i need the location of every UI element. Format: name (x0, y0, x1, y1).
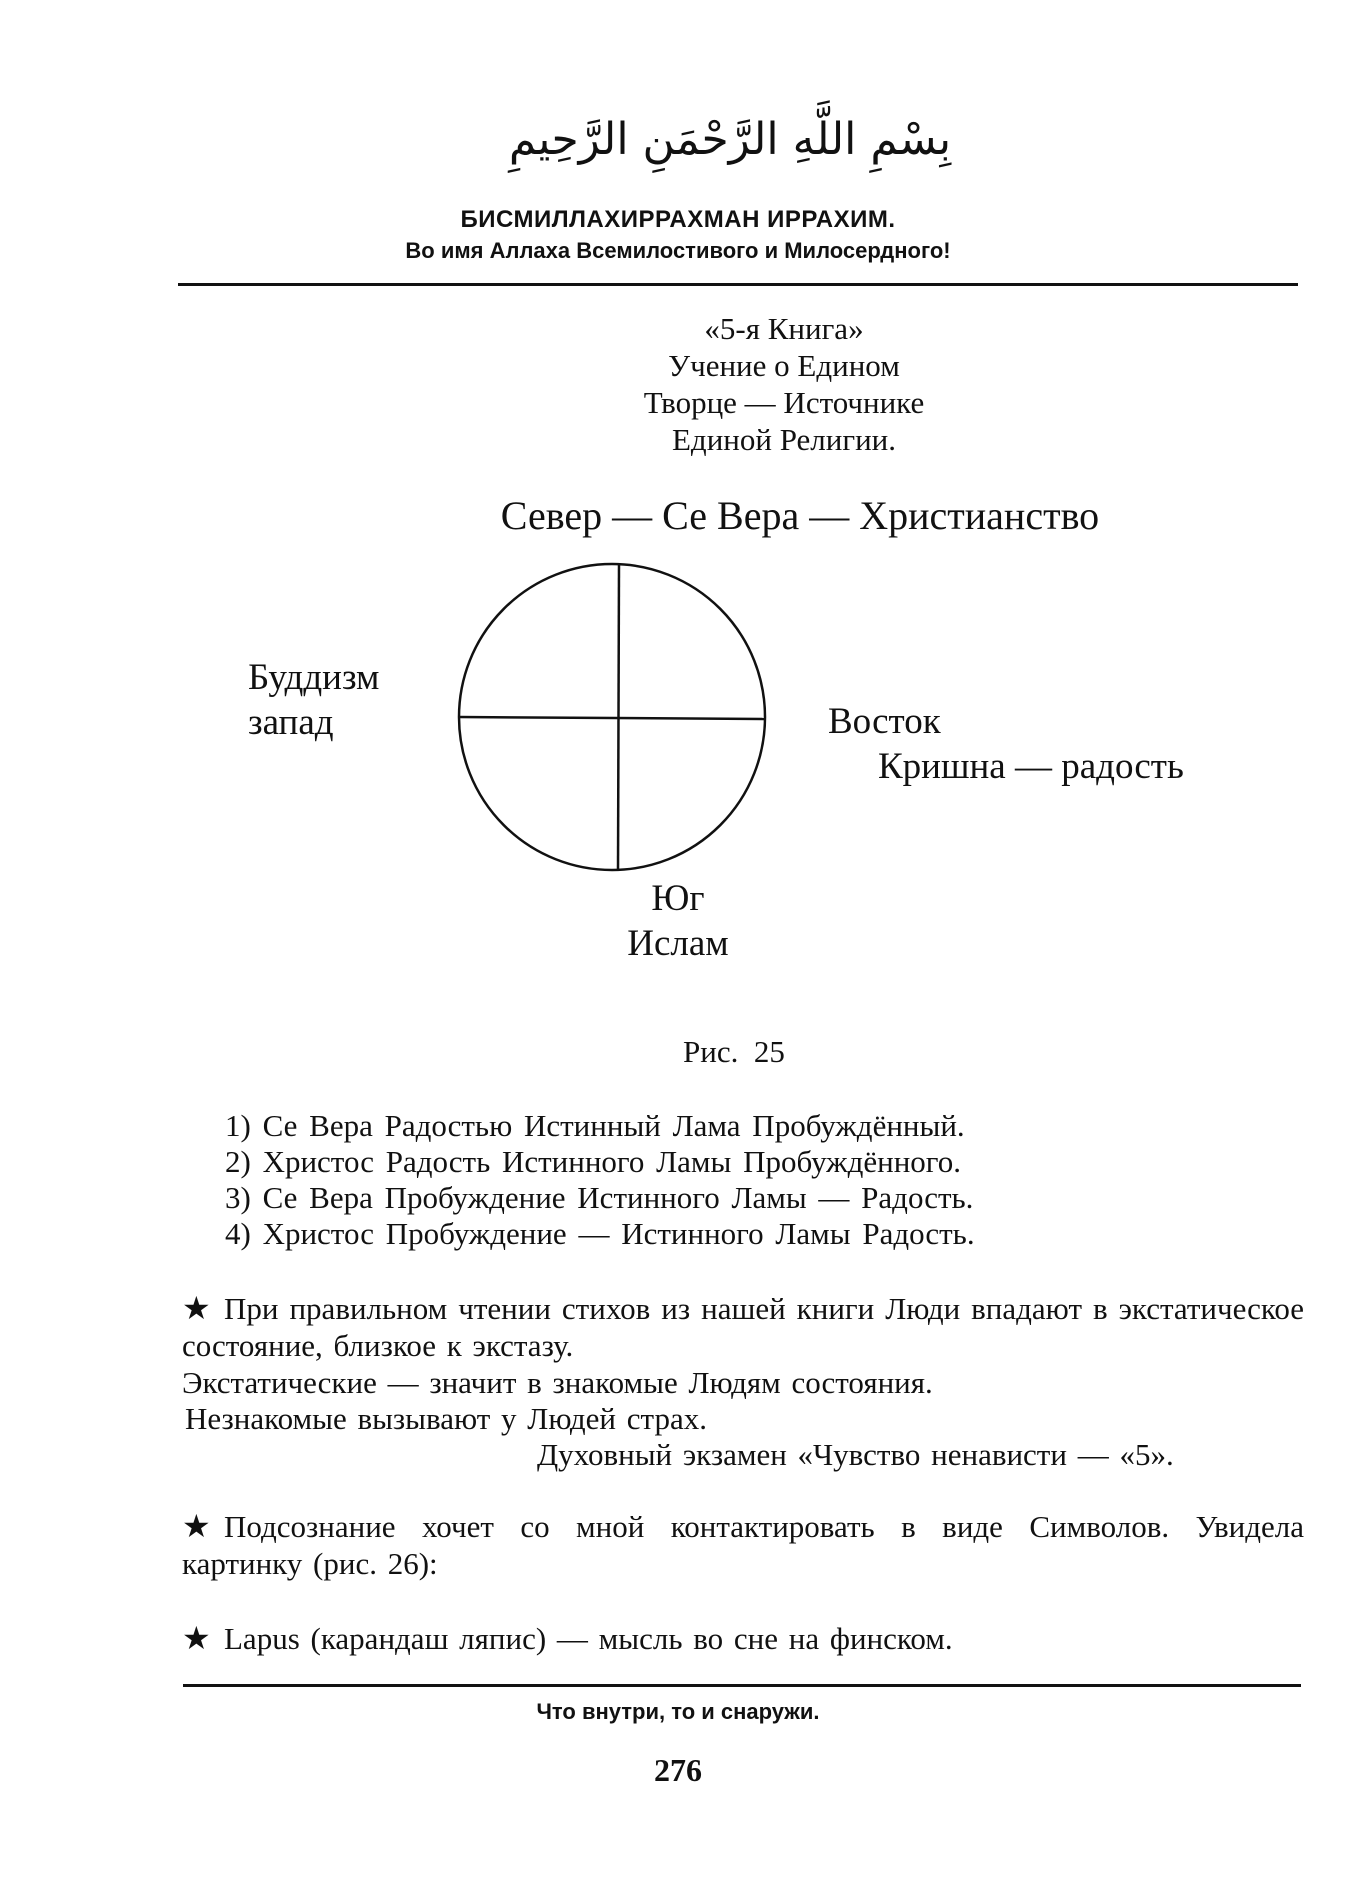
footer-motto: Что внутри, то и снаружи. (536, 1699, 820, 1724)
paragraph-ecstatic (182, 1290, 1304, 1364)
header-divider (178, 283, 1298, 286)
list-item: 1) Се Вера Радостью Истинный Лама Пробуждённый. (225, 1108, 965, 1143)
diagram-east-label: Восток (828, 701, 941, 742)
paragraph-lapus (182, 1620, 953, 1657)
list-item: 4) Христос Пробуждение — Истинного Ламы Радость. (225, 1216, 975, 1251)
numbered-list (225, 1108, 975, 1252)
paragraph-signature: Духовный экзамен «Чувство ненависти — «5». (537, 1437, 1174, 1472)
list-item: 2) Христос Радость Истинного Ламы Пробуждённого. (225, 1144, 961, 1179)
paragraph-line: Незнакомые вызывают у Людей страх. (185, 1401, 707, 1436)
footer-divider (183, 1684, 1301, 1687)
book-title-line: «5-я Книга» (704, 311, 864, 346)
diagram-west-line: запад (248, 702, 334, 743)
bismillah-calligraphy-text: بِسْمِ اللَّهِ الرَّحْمَنِ الرَّحِيمِ (508, 114, 952, 165)
book-title-line: Творце — Источнике (643, 385, 925, 420)
paragraph-text: Lapus (карандаш ляпис) — мысль во сне на финском. (224, 1621, 953, 1656)
diagram-east-sublabel: Кришна — радость (878, 746, 1184, 787)
religions-circle-diagram (455, 563, 769, 871)
paragraph-subconscious (182, 1508, 1304, 1582)
paragraph-line: Экстатические — значит в знакомые Людям состояния. (182, 1365, 933, 1400)
header-title: БИСМИЛЛАХИРРАХМАН ИРРАХИМ. (460, 206, 896, 233)
book-title-line: Единой Религии. (671, 422, 897, 457)
diagram-west-label (248, 655, 379, 745)
paragraph-text: При правильном чтении стихов из нашей книги Люди впадают в экстатическое состояние, близкое к экстазу. (182, 1291, 1304, 1363)
star-icon: ★ (182, 1507, 211, 1545)
paragraph-text: Подсознание хочет со мной контактировать в виде Символов. Увидела картинку (рис. 26): (182, 1509, 1304, 1581)
page-number: 276 (654, 1752, 702, 1788)
diagram-south-label (0, 876, 1356, 966)
diagram-horizontal-line (459, 717, 765, 719)
diagram-west-line: Буддизм (248, 657, 380, 698)
figure-caption: Рис. 25 (683, 1034, 785, 1069)
diagram-north-label: Север — Се Вера — Христианство (500, 493, 1100, 538)
book-title-line: Учение о Едином (668, 348, 900, 383)
star-icon: ★ (182, 1289, 211, 1327)
book-title (0, 310, 1356, 458)
header-subtitle: Во имя Аллаха Всемилостивого и Милосердного! (405, 238, 951, 263)
star-icon: ★ (182, 1619, 211, 1657)
diagram-south-line: Юг (651, 878, 705, 919)
diagram-south-line: Ислам (627, 923, 729, 964)
bismillah-calligraphy (508, 92, 952, 184)
list-item: 3) Се Вера Пробуждение Истинного Ламы — Радость. (225, 1180, 974, 1215)
